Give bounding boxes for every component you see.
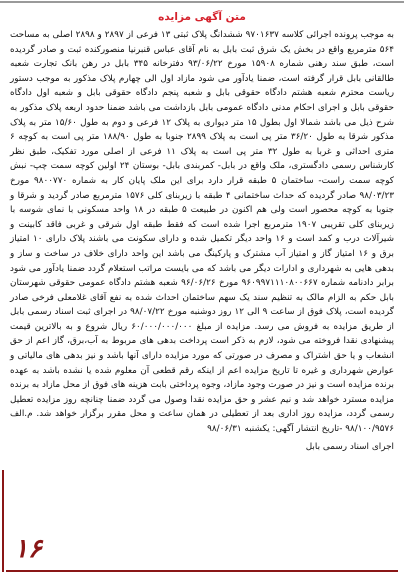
top-divider: [0, 1, 404, 3]
notice-title: متن آگهی مزایده: [158, 11, 246, 23]
notice-signature: اجرای اسناد رسمی بابل: [305, 441, 394, 452]
corner-border-left: [2, 470, 4, 572]
notice-body: به موجب پرونده اجرائی کلاسه ۹۷۰۱۶۳۷ ششدانگ پلاک ثبتی ۱۳ فرعی از ۲۸۹۷ و ۲۸۹۸ اصلی به مساحت ۵۶۴ مترمربع واقع در بخش یک شرق ثبت بابل به نام آقای عباس قنبرنیا منصورکنده ثبت و صادر گردیده است، طبق سند رهنی شماره ۱۵۹۰۸ مورخ ۹۳/۰۶/۲۲ دفترخانه ۳۴۵ بابل در رهن بانک تجارت شعبه طالقانی بابل قرار گرفته است، ضمنا یادآور می شود مازاد اول الی چهارم پلاک مذکور به موجب دستور ریاست محترم شعبه هشتم دادگاه حقوقی بابل و شعبه پنجم دادگاه حقوقی بابل و شعبه اول دادگاه حقوقی بابل و اجرای احکام مدنی دادگاه عمومی بابل بازداشت می باشد ضمنا حدود اربعه پلاک مذکور به شرح ذیل می باشد شمالا اول بطول ۱۵ متر دیواری به پلاک ۱۲ فرعی و دوم به طول ۱۵/۶۰ متر به پلاک مذکور شرقا به طول ۳۶/۲۰ متر پی است به پلاک ۲۸۹۹ جنوبا به طول ۱۸۸/۹۰ متر پی است به کوچه ۶ متری احداثی و غربا به طول ۳۲ متر پی است به پلاک ۱۱ فرعی از اصلی مورد تفکیک، طبق نظر کارشناس رسمی دادگستری، ملک واقع در بابل- کمربندی بابل- بوستان ۲۴ اولین کوچه سمت چپ- نبش کوچه سمت راست- ساختمان ۵ طبقه قرار دارد برای این ملک پایان کار به شماره ۹۸۰۰۷۷۰ مورخ ۹۸/۰۳/۲۳ صادر گردیده که حداث ساختمانی ۴ طبقه با زیربنای کلی ۱۵۷۶ مترمربع صادر گردید و شرقا و جنوبا به کوچه محصور است ولی هم اکنون در طبیعت ۵ طبقه در ۱۸ واحد مسکونی با نمای شوسه با زیربنای کلی تقریبی ۱۹۰۷ مترمربع اجرا شده است که فقط طبقه اول شرقی و غربی فاقد کابینت و شیرآلات درب و کمد است و ۱۶ واحد دیگر تکمیل شده و دارای سکونت می باشند پلاک دارای ۱۰ امتیاز برق و ۱۶ امتیاز گاز و امتیاز آب مشترک و پارکینگ می باشد این واحد دارای خلاف در ساخت و ساز و بدهی هایی به شهرداری و ادارات دیگر می باشد که می بایست مراتب استعلام گردد ضمنا یادآور می شود برابر دادنامه شماره ۹۶۰۹۹۷۱۱۱۰۸۰۰۶۶۷ مورخ ۹۶/۰۶/۲۶ شعبه هشتم دادگاه عمومی حقوقی شهرستان بابل حکم به الزام مالک به تنظیم سند یک سهم ساختمان احداث شده به نفع آقای غلامعلی فرخی صادر گردیده است، پلاک فوق از ساعت ۹ الی ۱۲ روز دوشنبه مورخ ۹۸/۰۷/۲۲ در اجرای ثبت اسناد رسمی بابل از طریق مزایده به فروش می رسد. مزایده از مبلغ ۶۰/۰۰۰/۰۰۰/۰۰۰ ریال شروع و به بالاترین قیمت پیشنهادی نقدا فروخته می شود، لازم به ذکر است پرداخت بدهی های مربوط به آب،برق، گاز اعم از حق انشعاب و یا حق اشتراک و مصرف در صورتی که مورد مزایده دارای آنها باشد و نیز بدهی های مالیاتی و عوارض شهرداری و غیره تا تاریخ مزایده اعم از اینکه رقم قطعی آن معلوم شده یا نشده باشد به عهده برنده مزایده است و نیز در صورت وجود مازاد، وجوه پرداختی بابت هزینه های فوق از محل مازاد به برنده مزایده مسترد خواهد شد و نیم عشر و حق مزایده نقدا وصول می گردد ضمنا چنانچه روز مزایده تعطیل رسمی گردد، مزایده روز اداری بعد از تعطیلی در همان ساعت و محل مقرر برگزار خواهد شد. م.الف ۹۸/۱۰۰/۹۵۷۶ -تاریخ انتشار آگهی: یکشنبه ۹۸/۰۶/۳۱: [10, 30, 395, 435]
page-number-mark: ۱۶: [14, 534, 42, 564]
corner-border-bottom: [6, 570, 398, 572]
